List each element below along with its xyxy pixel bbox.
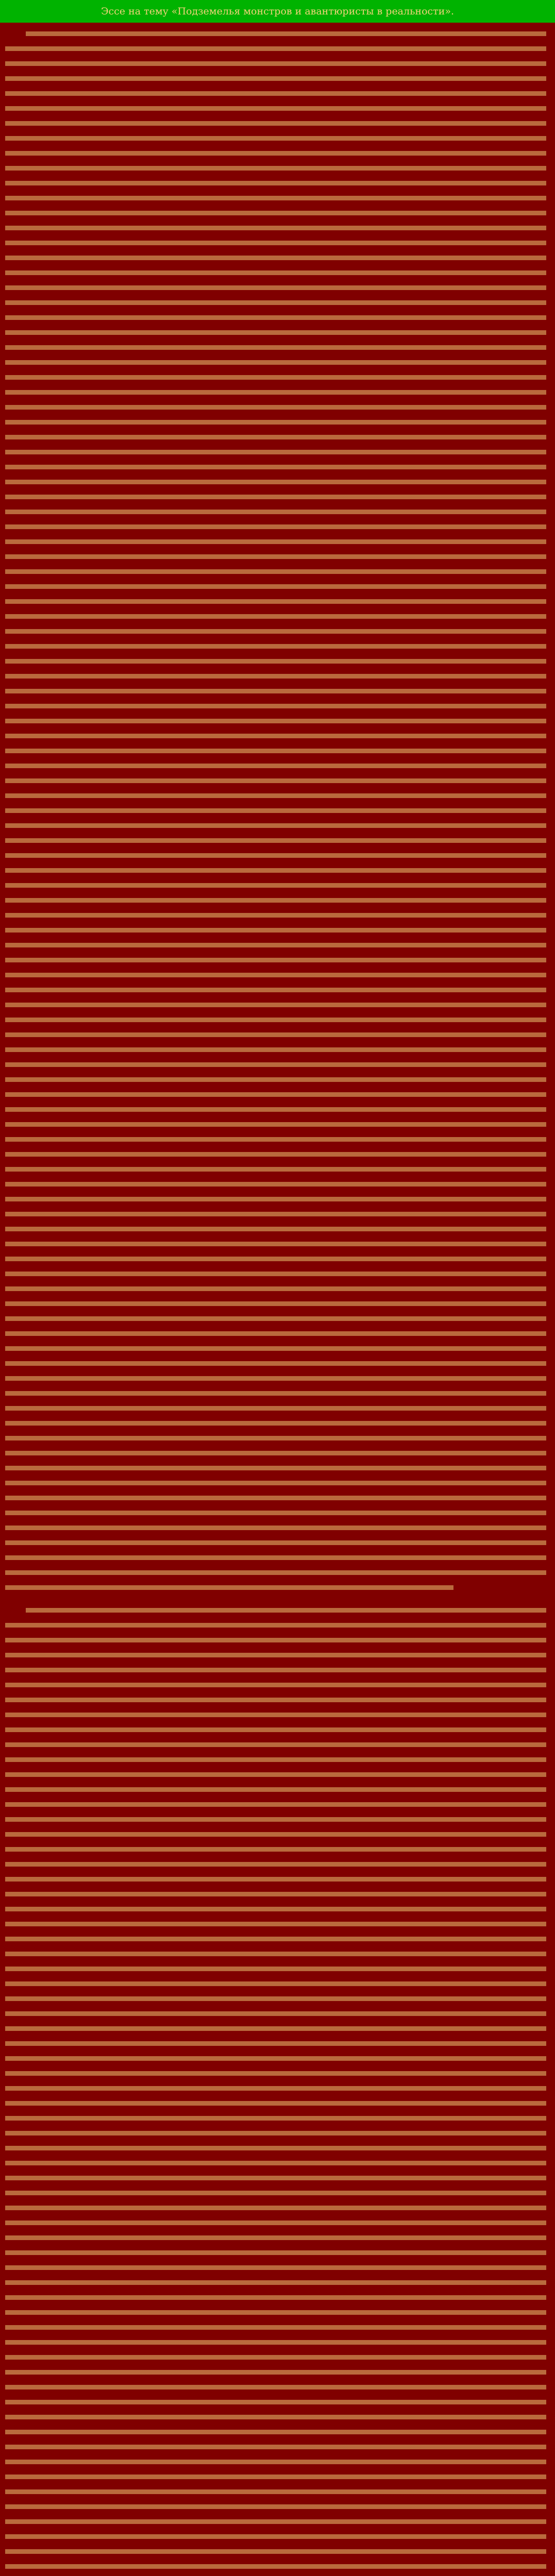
title-bar <box>0 0 555 23</box>
essay-paragraph <box>5 27 546 1598</box>
paragraph-end-mask <box>453 1583 546 1598</box>
document-title: Эссе на тему «Подземелья монстров и авантюристы в реальности». <box>100 6 455 17</box>
essay-paragraph <box>5 1603 546 2576</box>
essay-body <box>5 27 546 2576</box>
